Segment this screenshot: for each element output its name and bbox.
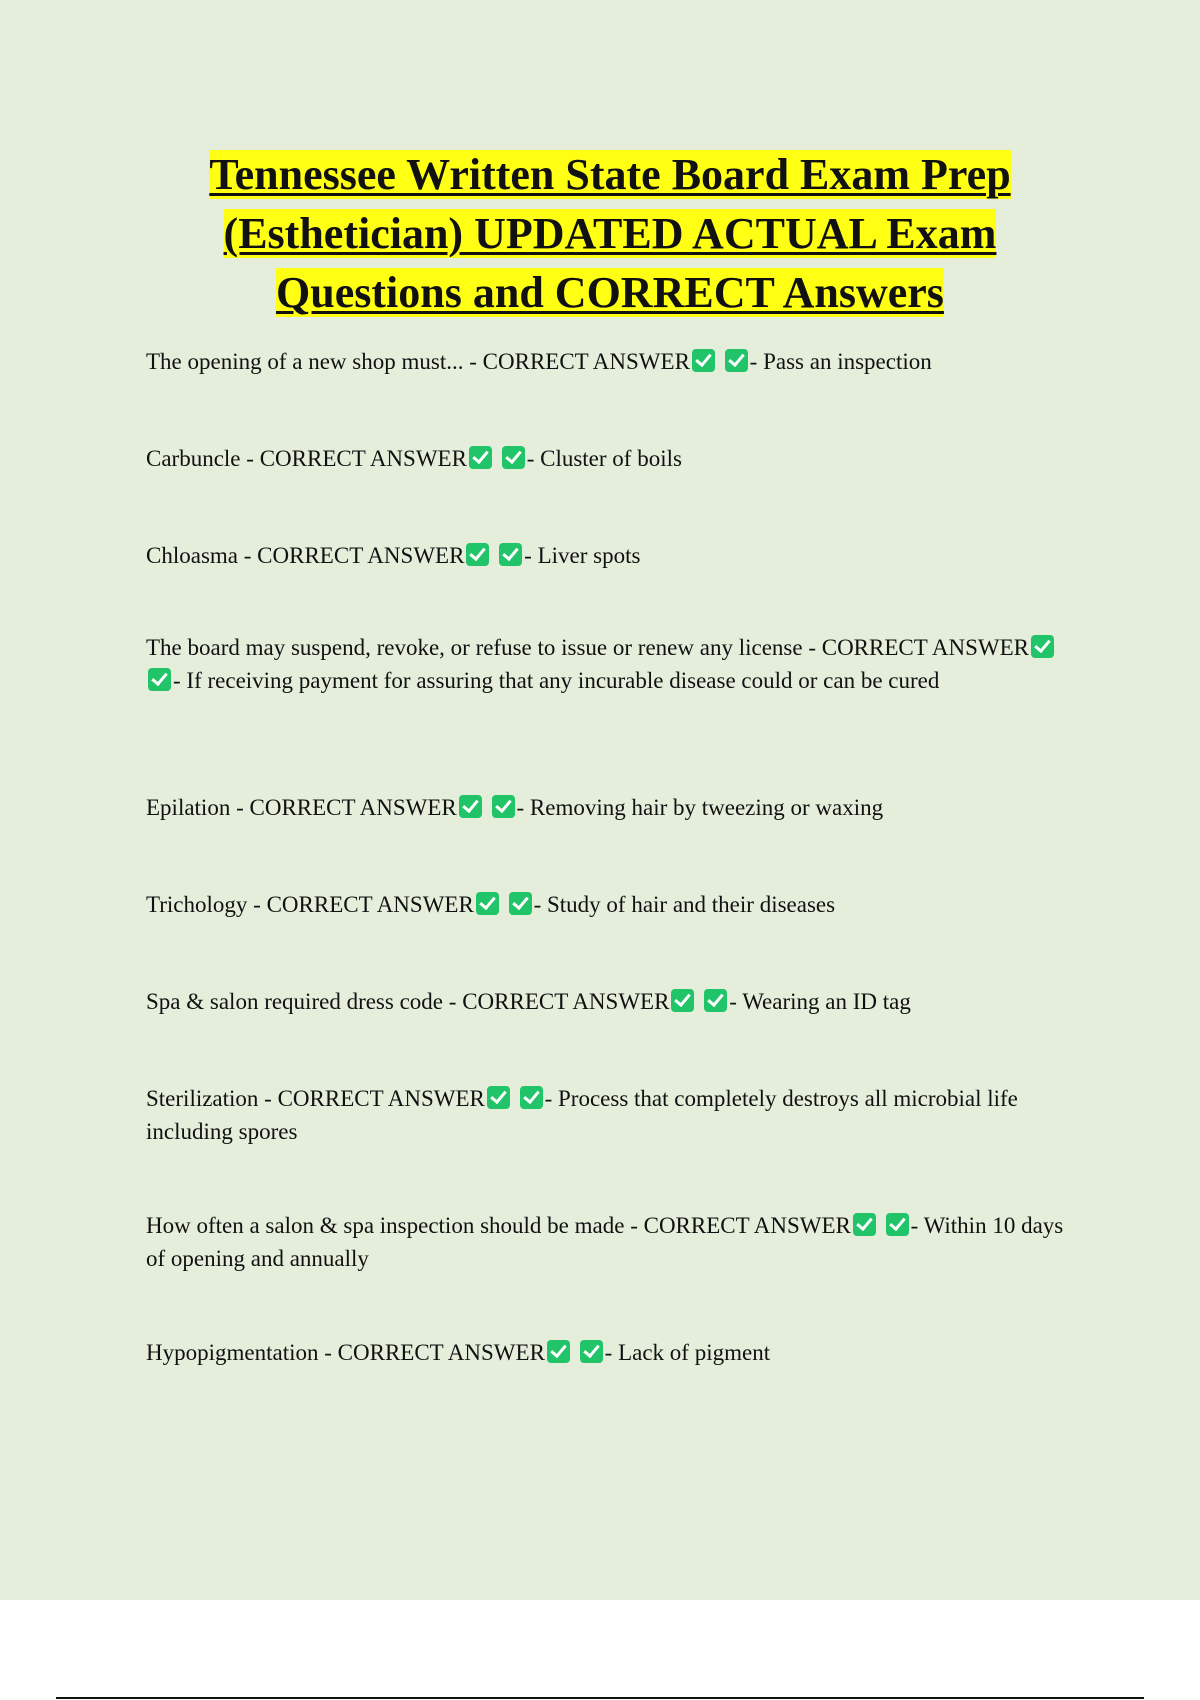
question-text: Trichology [146, 892, 248, 917]
answer-marker: CORRECT ANSWER [277, 1086, 485, 1111]
question-text: The opening of a new shop must... [146, 349, 464, 374]
answer-text: Pass an inspection [763, 349, 932, 374]
qa-item: How often a salon & spa inspection should be made - CORRECT ANSWER - Within 10 days of opening and annually [146, 1213, 1064, 1271]
qa-item: Spa & salon required dress code - CORRECT ANSWER - Wearing an ID tag [146, 989, 911, 1014]
question-text: Hypopigmentation [146, 1340, 319, 1365]
answer-text: Within 10 days of opening and annually [146, 1213, 1064, 1271]
answer-text: Wearing an ID tag [742, 989, 911, 1014]
check-icon [547, 1340, 570, 1363]
check-icon [499, 543, 522, 566]
check-icon [580, 1340, 603, 1363]
qa-item: The opening of a new shop must... - CORRECT ANSWER - Pass an inspection [146, 349, 932, 374]
answer-marker: CORRECT ANSWER [259, 446, 467, 471]
check-icon [466, 543, 489, 566]
question-text: Chloasma [146, 543, 238, 568]
check-icon [476, 892, 499, 915]
answer-marker: CORRECT ANSWER [482, 349, 690, 374]
answer-text: Cluster of boils [540, 446, 682, 471]
check-icon [502, 446, 525, 469]
answer-text: Study of hair and their diseases [546, 892, 836, 917]
check-icon [671, 989, 694, 1012]
answer-text: Removing hair by tweezing or waxing [529, 795, 884, 820]
qa-item: Chloasma - CORRECT ANSWER - Liver spots [146, 543, 641, 568]
check-icon [886, 1213, 909, 1236]
check-icon [520, 1086, 543, 1109]
check-icon [509, 892, 532, 915]
qa-item: Epilation - CORRECT ANSWER - Removing hair by tweezing or waxing [146, 795, 884, 820]
answer-marker: CORRECT ANSWER [462, 989, 670, 1014]
answer-text: Process that completely destroys all microbial life including spores [146, 1086, 1018, 1144]
check-icon [492, 795, 515, 818]
answer-text: Lack of pigment [618, 1340, 771, 1365]
question-text: Spa & salon required dress code [146, 989, 444, 1014]
question-text: The board may suspend, revoke, or refuse to issue or renew any license [146, 635, 803, 660]
answer-marker: CORRECT ANSWER [266, 892, 474, 917]
qa-item: Hypopigmentation - CORRECT ANSWER - Lack of pigment [146, 1340, 771, 1365]
check-icon [148, 668, 171, 691]
answer-marker: CORRECT ANSWER [821, 635, 1029, 660]
check-icon [469, 446, 492, 469]
question-text: Sterilization [146, 1086, 259, 1111]
answer-marker: CORRECT ANSWER [249, 795, 457, 820]
qa-item: Sterilization - CORRECT ANSWER - Process that completely destroys all microbial life including spores [146, 1086, 1018, 1144]
answer-text: If receiving payment for assuring that any incurable disease could or can be cured [186, 668, 940, 693]
answer-marker: CORRECT ANSWER [643, 1213, 851, 1238]
check-icon [1031, 635, 1054, 658]
check-icon [725, 349, 748, 372]
check-icon [704, 989, 727, 1012]
document-title-text: Tennessee Written State Board Exam Prep (Esthetician) UPDATED ACTUAL Exam Questions and CORRECT Answers [209, 150, 1011, 317]
answer-text: Liver spots [537, 543, 641, 568]
qa-item: Trichology - CORRECT ANSWER - Study of hair and their diseases [146, 892, 836, 917]
qa-item: Carbuncle - CORRECT ANSWER - Cluster of boils [146, 446, 682, 471]
qa-item: The board may suspend, revoke, or refuse to issue or renew any license - CORRECT ANSWER - If receiving payment for assuring that any incurable disease could or can be cured [146, 631, 1080, 697]
check-icon [459, 795, 482, 818]
question-text: Epilation [146, 795, 231, 820]
check-icon [487, 1086, 510, 1109]
document-title [150, 145, 1070, 322]
question-text: How often a salon & spa inspection should be made [146, 1213, 625, 1238]
answer-marker: CORRECT ANSWER [257, 543, 465, 568]
answer-marker: CORRECT ANSWER [337, 1340, 545, 1365]
check-icon [853, 1213, 876, 1236]
question-text: Carbuncle [146, 446, 241, 471]
check-icon [692, 349, 715, 372]
page-divider [56, 1697, 1144, 1699]
